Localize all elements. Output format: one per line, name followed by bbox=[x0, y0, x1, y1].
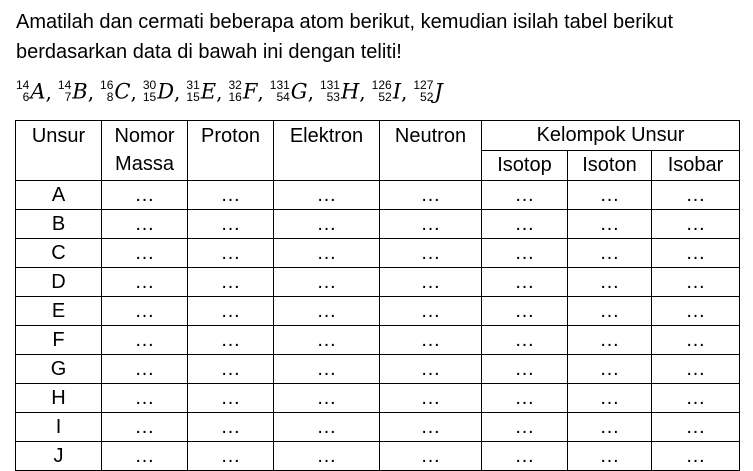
answer-cell[interactable]: … bbox=[482, 442, 568, 471]
atom-atomic-number: 16 bbox=[228, 89, 242, 104]
answer-cell[interactable]: … bbox=[482, 413, 568, 442]
atom-atomic-number: 53 bbox=[326, 89, 340, 104]
answer-cell[interactable]: … bbox=[652, 442, 740, 471]
answer-cell[interactable]: … bbox=[380, 442, 482, 471]
atom-notation bbox=[228, 78, 257, 104]
atom-atomic-number: 6 bbox=[22, 89, 30, 104]
header-kelompok-unsur: Kelompok Unsur bbox=[482, 121, 740, 151]
answer-cell[interactable]: … bbox=[568, 326, 652, 355]
answer-cell[interactable]: … bbox=[652, 297, 740, 326]
atom-symbol: F bbox=[242, 79, 258, 104]
atom-atomic-number: 52 bbox=[378, 89, 392, 104]
answer-cell[interactable]: … bbox=[652, 268, 740, 297]
row-element-label: A bbox=[16, 181, 102, 210]
header-nomor-massa-line1: Nomor bbox=[114, 125, 175, 147]
table-row bbox=[16, 268, 740, 297]
answer-cell[interactable]: … bbox=[568, 210, 652, 239]
answer-cell[interactable]: … bbox=[482, 181, 568, 210]
row-element-label: I bbox=[16, 413, 102, 442]
answer-cell[interactable]: … bbox=[652, 326, 740, 355]
header-isotop: Isotop bbox=[482, 151, 568, 181]
answer-cell[interactable]: … bbox=[274, 442, 380, 471]
answer-cell[interactable]: … bbox=[482, 239, 568, 268]
answer-cell[interactable]: … bbox=[380, 239, 482, 268]
answer-cell[interactable]: … bbox=[568, 268, 652, 297]
atom-mass-number: 131 bbox=[319, 77, 340, 92]
answer-cell[interactable]: … bbox=[482, 297, 568, 326]
atom-mass-number: 14 bbox=[57, 77, 72, 92]
answer-cell[interactable]: … bbox=[188, 210, 274, 239]
answer-cell[interactable]: … bbox=[274, 326, 380, 355]
atom-atomic-number: 52 bbox=[420, 89, 434, 104]
table-row bbox=[16, 384, 740, 413]
row-element-label: E bbox=[16, 297, 102, 326]
answer-cell[interactable]: … bbox=[274, 210, 380, 239]
row-element-label: D bbox=[16, 268, 102, 297]
answer-cell[interactable]: … bbox=[102, 239, 188, 268]
answer-cell[interactable]: … bbox=[482, 326, 568, 355]
row-element-label: C bbox=[16, 239, 102, 268]
answer-cell[interactable]: … bbox=[652, 210, 740, 239]
answer-cell[interactable]: … bbox=[102, 210, 188, 239]
answer-cell[interactable]: … bbox=[188, 297, 274, 326]
answer-cell[interactable]: … bbox=[188, 355, 274, 384]
atom-mass-number: 14 bbox=[16, 77, 30, 92]
answer-cell[interactable]: … bbox=[188, 326, 274, 355]
answer-cell[interactable]: … bbox=[274, 268, 380, 297]
answer-cell[interactable]: … bbox=[568, 297, 652, 326]
answer-cell[interactable]: … bbox=[188, 181, 274, 210]
answer-cell[interactable]: … bbox=[188, 442, 274, 471]
atom-atomic-number: 15 bbox=[186, 89, 200, 104]
answer-table bbox=[15, 120, 740, 471]
atom-mass-number: 32 bbox=[228, 77, 242, 92]
row-element-label: F bbox=[16, 326, 102, 355]
answer-cell[interactable]: … bbox=[102, 413, 188, 442]
atom-mass-number: 16 bbox=[100, 77, 114, 92]
answer-cell[interactable]: … bbox=[380, 268, 482, 297]
table-row bbox=[16, 181, 740, 210]
answer-cell[interactable]: … bbox=[482, 268, 568, 297]
answer-cell[interactable]: … bbox=[274, 355, 380, 384]
table-row bbox=[16, 442, 740, 471]
answer-cell[interactable]: … bbox=[102, 268, 188, 297]
atom-symbol: C bbox=[114, 79, 131, 104]
answer-cell[interactable]: … bbox=[482, 210, 568, 239]
atom-notation bbox=[58, 78, 88, 104]
atom-symbol: B bbox=[72, 79, 88, 104]
answer-cell[interactable]: … bbox=[652, 181, 740, 210]
answer-cell[interactable]: … bbox=[188, 239, 274, 268]
answer-cell[interactable]: … bbox=[482, 384, 568, 413]
atom-notation bbox=[16, 78, 46, 104]
answer-cell[interactable]: … bbox=[568, 442, 652, 471]
atom-mass-number: 31 bbox=[186, 77, 200, 92]
table-row bbox=[16, 210, 740, 239]
atom-notation bbox=[320, 78, 359, 104]
answer-cell[interactable]: … bbox=[188, 268, 274, 297]
atom-mass-number: 126 bbox=[371, 77, 392, 92]
answer-cell[interactable]: … bbox=[188, 384, 274, 413]
answer-cell[interactable]: … bbox=[652, 384, 740, 413]
table-row bbox=[16, 297, 740, 326]
answer-cell[interactable]: … bbox=[568, 355, 652, 384]
atom-symbol: J bbox=[434, 79, 443, 104]
atom-atomic-number: 8 bbox=[106, 89, 114, 104]
atom-symbol: H bbox=[340, 79, 360, 104]
table-row bbox=[16, 355, 740, 384]
answer-cell[interactable]: … bbox=[102, 442, 188, 471]
instruction-text: Amatilah dan cermati beberapa atom berikut, kemudian isilah tabel berikut berdasarkan data di bawah ini dengan teliti! bbox=[16, 11, 674, 63]
answer-cell[interactable]: … bbox=[102, 297, 188, 326]
row-element-label: B bbox=[16, 210, 102, 239]
answer-cell[interactable]: … bbox=[274, 384, 380, 413]
table-row bbox=[16, 326, 740, 355]
answer-cell[interactable]: … bbox=[380, 326, 482, 355]
atom-atomic-number: 15 bbox=[142, 89, 157, 104]
answer-cell[interactable]: … bbox=[102, 355, 188, 384]
answer-cell[interactable]: … bbox=[380, 384, 482, 413]
answer-cell[interactable]: … bbox=[188, 413, 274, 442]
answer-cell[interactable]: … bbox=[652, 239, 740, 268]
answer-cell[interactable]: … bbox=[274, 181, 380, 210]
answer-cell[interactable]: … bbox=[380, 297, 482, 326]
atom-symbol: I bbox=[392, 79, 401, 104]
header-proton: Proton bbox=[188, 121, 274, 181]
header-elektron: Elektron bbox=[274, 121, 380, 181]
answer-cell[interactable]: … bbox=[380, 355, 482, 384]
atom-symbol: G bbox=[290, 79, 308, 104]
answer-cell[interactable]: … bbox=[568, 181, 652, 210]
answer-cell[interactable]: … bbox=[102, 384, 188, 413]
table-row bbox=[16, 239, 740, 268]
atom-atomic-number: 54 bbox=[276, 89, 290, 104]
atom-symbol: D bbox=[157, 79, 175, 104]
row-element-label: H bbox=[16, 384, 102, 413]
answer-cell[interactable]: … bbox=[652, 355, 740, 384]
row-element-label: J bbox=[16, 442, 102, 471]
atom-notation bbox=[270, 78, 308, 104]
header-isobar: Isobar bbox=[652, 151, 740, 181]
answer-cell[interactable]: … bbox=[102, 326, 188, 355]
header-isoton: Isoton bbox=[568, 151, 652, 181]
atom-mass-number: 30 bbox=[142, 77, 157, 92]
answer-cell[interactable]: … bbox=[380, 181, 482, 210]
header-unsur: Unsur bbox=[16, 121, 102, 181]
answer-cell[interactable]: … bbox=[652, 413, 740, 442]
header-nomor-massa bbox=[102, 121, 188, 181]
answer-cell[interactable]: … bbox=[380, 413, 482, 442]
header-nomor-massa-line2: Massa bbox=[115, 153, 174, 175]
atom-notation bbox=[186, 78, 216, 104]
atom-notation bbox=[100, 78, 130, 104]
atom-symbol: A bbox=[30, 79, 46, 104]
atom-symbol: E bbox=[200, 79, 217, 104]
answer-cell[interactable]: … bbox=[482, 355, 568, 384]
header-neutron: Neutron bbox=[380, 121, 482, 181]
atom-notation bbox=[413, 78, 442, 104]
atom-atomic-number: 7 bbox=[64, 89, 72, 104]
atom-list: 14 6 A, 14 7 B, 16 8 C, 30 15 D, 31 15 E, 32 16 F, 131 54 G, 131 53 H, 126 52 I, 127 52 J bbox=[16, 77, 443, 104]
atom-notation bbox=[143, 78, 174, 104]
row-element-label: G bbox=[16, 355, 102, 384]
answer-cell[interactable]: … bbox=[274, 239, 380, 268]
atom-notation bbox=[372, 78, 401, 104]
answer-cell[interactable]: … bbox=[568, 413, 652, 442]
table-row bbox=[16, 413, 740, 442]
answer-cell[interactable]: … bbox=[380, 210, 482, 239]
answer-cell[interactable]: … bbox=[568, 384, 652, 413]
answer-cell[interactable]: … bbox=[568, 239, 652, 268]
atom-mass-number: 127 bbox=[413, 77, 434, 92]
answer-cell[interactable]: … bbox=[274, 297, 380, 326]
answer-cell[interactable]: … bbox=[102, 181, 188, 210]
atom-mass-number: 131 bbox=[269, 77, 290, 92]
answer-cell[interactable]: … bbox=[274, 413, 380, 442]
